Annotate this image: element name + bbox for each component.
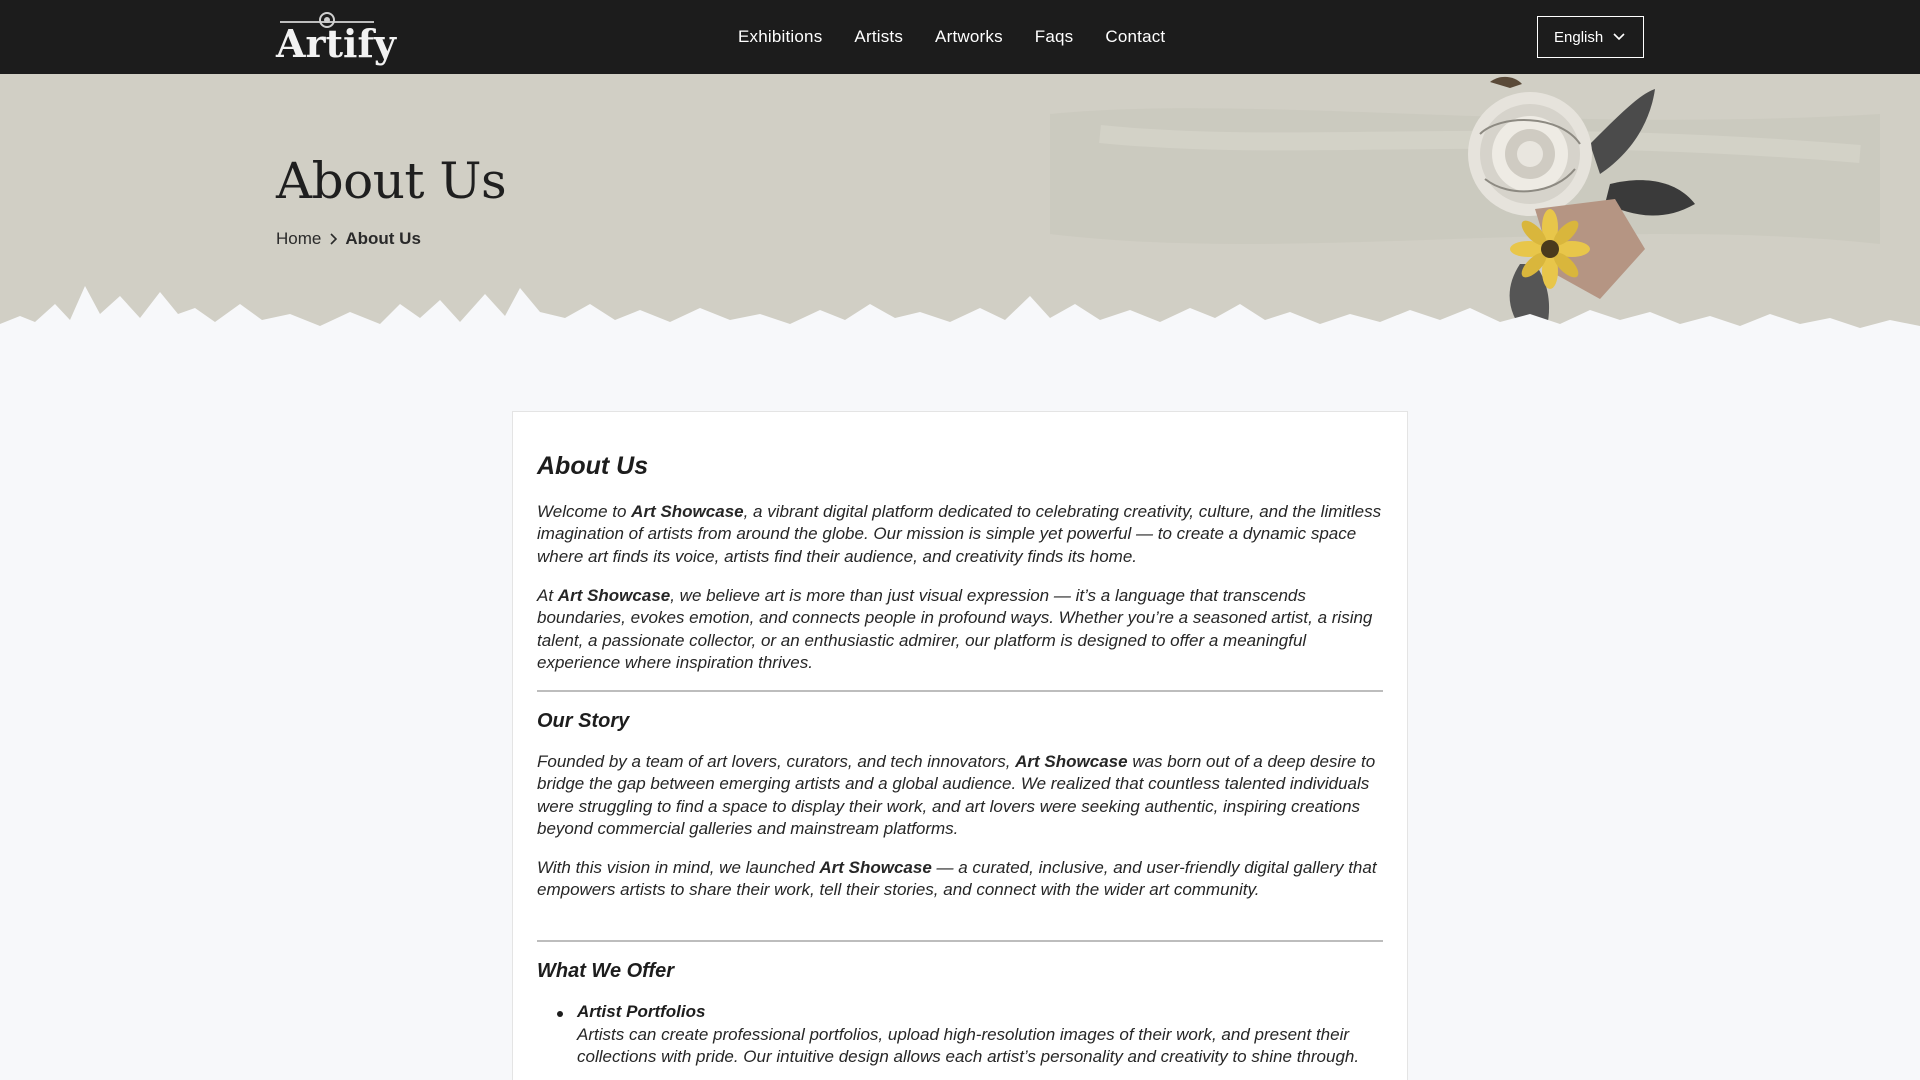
content-title: About Us [537,452,649,480]
chevron-right-icon [329,233,337,245]
vision-paragraph [537,857,1385,902]
page-title: About Us [276,152,507,210]
what-we-offer-heading: What We Offer [537,960,675,982]
offer-description: Artists can create professional portfolios, upload high-resolution images of their work, and present their collections with pride. Our intuitive design allows each artist’s personality and creativity to shine through. [577,1025,1360,1067]
story-post: was born out of a deep desire to bridge the gap between emerging artists and a global audience. We realized that countless talented individuals were struggling to find a space to display their work, and art lovers were seeking authentic, inspiring creations beyond commercial galleries and mainstream platforms. [537,752,1376,839]
top-navbar [0,0,1920,74]
torn-paper-edge [0,274,1920,348]
breadcrumb [276,229,421,249]
breadcrumb-home-link[interactable]: Home [276,229,322,248]
story-brand: Art Showcase [1015,752,1128,771]
section-divider [537,690,1383,692]
intro-post: , a vibrant digital platform dedicated to celebrating creativity, culture, and the limitless imagination of artists from around the globe. Our mission is simple yet powerful — to create a dynamic space where art finds its voice, artists find their audience, and creativity finds its home. [537,502,1382,566]
main-nav [738,0,1165,74]
story-paragraph [537,751,1385,841]
vision-post: — a curated, inclusive, and user-friendly digital gallery that empowers artists to share their work, tell their stories, and connect with the wider art community. [537,858,1377,900]
language-select[interactable] [1537,16,1644,58]
language-label: English [1554,28,1604,46]
intro-brand: Art Showcase [631,502,744,521]
nav-artists[interactable]: Artists [854,27,904,46]
offer-title: Artist Portfolios [577,1002,706,1021]
breadcrumb-current: About Us [345,229,421,248]
about-content-card [512,411,1408,1080]
belief-post: , we believe art is more than just visual expression — it’s a language that transcends boundaries, evokes emotion, and connects people in profound ways. Whether you’re a seasoned artist, a rising talent, a passionate collector, or an enthusiastic admirer, our platform is designed to offer a meaningful experience where inspiration thrives. [537,586,1373,673]
belief-paragraph [537,585,1385,675]
story-pre: Founded by a team of art lovers, curators, and tech innovators, [537,752,1016,771]
vision-brand: Art Showcase [819,858,932,877]
chevron-down-icon [1613,33,1625,41]
bullet-icon [557,1011,563,1017]
brand-logo[interactable] [276,10,396,66]
nav-artworks[interactable]: Artworks [935,27,1003,46]
belief-brand: Art Showcase [557,586,671,605]
nav-exhibitions[interactable]: Exhibitions [738,27,823,46]
vision-pre: With this vision in mind, we launched [537,858,820,877]
intro-paragraph [537,501,1385,568]
intro-pre: Welcome to [537,502,632,521]
logo-text: Artify [276,21,396,66]
our-story-heading: Our Story [537,710,630,732]
nav-contact[interactable]: Contact [1105,27,1166,46]
belief-pre: At [537,586,558,605]
section-divider [537,940,1383,942]
nav-faqs[interactable]: Faqs [1034,27,1074,46]
page-hero [0,74,1920,348]
